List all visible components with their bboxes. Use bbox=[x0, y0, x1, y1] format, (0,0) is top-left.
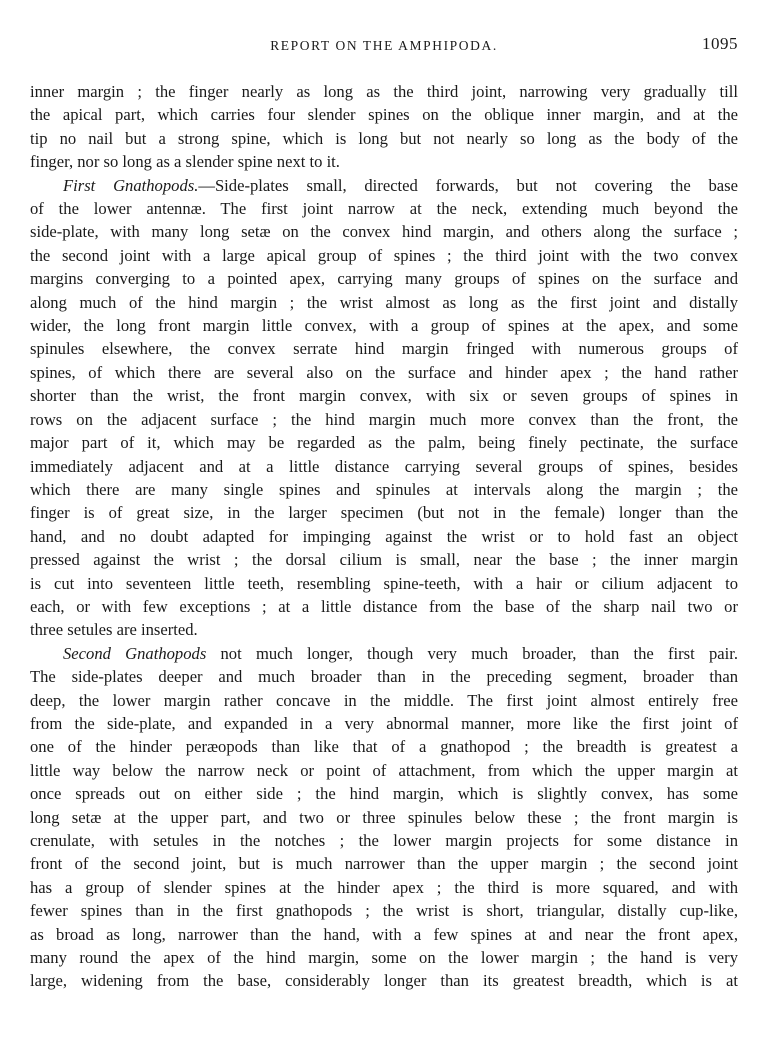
text-line: pressed against the wrist ; the dorsal cilium is small, near the base ; the inner margin bbox=[30, 550, 738, 570]
text-line: finger is of great size, in the larger specimen (but not in the female) longer than the bbox=[30, 503, 738, 523]
text-line: along much of the hind margin ; the wrist almost as long as the first joint and distally bbox=[30, 292, 738, 312]
text-line: each, or with few exceptions ; at a little distance from the base of the sharp nail two or bbox=[30, 596, 738, 616]
text-line: is cut into seventeen little teeth, resembling spine-teeth, with a hair or cilium adjacent to bbox=[30, 573, 738, 593]
text-line: the apical part, which carries four slender spines on the oblique inner margin, and at the bbox=[30, 105, 738, 125]
text-line: large, widening from the base, considerably longer than its greatest breadth, which is at bbox=[30, 971, 738, 991]
text-line: three setules are inserted. bbox=[30, 620, 198, 640]
text-line: one of the hinder peræopods than like that of a gnathopod ; the breadth is greatest a bbox=[30, 737, 738, 757]
page-number: 1095 bbox=[702, 34, 738, 53]
text-line: shorter than the wrist, the front margin convex, with six or seven groups of spines in bbox=[30, 386, 738, 406]
text-line: of the lower antennæ. The first joint narrow at the neck, extending much beyond the bbox=[30, 199, 738, 219]
text-run: not much longer, though very much broader, than the first pair. bbox=[206, 643, 738, 663]
section-heading-second-gnathopods: Second Gnathopods bbox=[63, 643, 207, 663]
text-line: crenulate, with setules in the notches ; the lower margin projects for some distance in bbox=[30, 831, 738, 850]
page-header bbox=[30, 36, 738, 60]
text-line: little way below the narrow neck or point of attachment, from which the upper margin at bbox=[30, 760, 738, 780]
text-line: which there are many single spines and spinules at intervals along the margin ; the bbox=[30, 479, 738, 499]
text-line: margins converging to a pointed apex, carrying many groups of spines on the surface and bbox=[30, 269, 738, 289]
text-line: deep, the lower margin rather concave in the middle. The first joint almost entirely free bbox=[30, 690, 738, 710]
text-line: inner margin ; the finger nearly as long as the third joint, narrowing very gradually till bbox=[30, 82, 738, 101]
text-line: side-plate, with many long setæ on the convex hind margin, and others along the surface ; bbox=[30, 222, 738, 242]
text-line: hand, and no doubt adapted for impinging against the wrist or to hold fast an object bbox=[30, 526, 738, 546]
paragraph-first-line bbox=[30, 642, 738, 665]
text-line: fewer spines than in the first gnathopods ; the wrist is short, triangular, distally cup-like, bbox=[30, 901, 738, 921]
text-line: spinules elsewhere, the convex serrate hind margin fringed with numerous groups of bbox=[30, 339, 738, 359]
text-run: —Side-plates small, directed forwards, but not covering the base bbox=[198, 175, 738, 195]
text-line: long setæ at the upper part, and two or three spinules below these ; the front margin is bbox=[30, 807, 738, 827]
section-heading-first-gnathopods: First Gnathopods. bbox=[63, 175, 199, 195]
text-line: tip no nail but a strong spine, which is long but not nearly so long as the body of the bbox=[30, 128, 738, 148]
text-line: from the side-plate, and expanded in a very abnormal manner, more like the first joint of bbox=[30, 713, 738, 733]
text-line: major part of it, which may be regarded as the palm, being finely pectinate, the surface bbox=[30, 433, 738, 453]
text-line: finger, nor so long as a slender spine next to it. bbox=[30, 152, 340, 172]
text-line: as broad as long, narrower than the hand, with a few spines at and near the front apex, bbox=[30, 924, 738, 944]
paragraph-first-line bbox=[30, 174, 738, 197]
text-line: once spreads out on either side ; the hind margin, which is slightly convex, has some bbox=[30, 784, 738, 804]
text-line: The side-plates deeper and much broader than in the preceding segment, broader than bbox=[30, 667, 738, 687]
text-line: many round the apex of the hind margin, some on the lower margin ; the hand is very bbox=[30, 948, 738, 968]
body-text bbox=[30, 80, 738, 993]
text-line: immediately adjacent and at a little distance carrying several groups of spines, besides bbox=[30, 456, 738, 476]
text-line: spines, of which there are several also on the surface and hinder apex ; the hand rather bbox=[30, 362, 738, 382]
text-line: wider, the long front margin little convex, with a group of spines at the apex, and some bbox=[30, 316, 738, 336]
text-line: front of the second joint, but is much narrower than the upper margin ; the second joint bbox=[30, 854, 738, 874]
running-title: REPORT ON THE AMPHIPODA. bbox=[270, 38, 498, 53]
text-line: the second joint with a large apical group of spines ; the third joint with the two convex bbox=[30, 245, 738, 265]
document-page bbox=[30, 36, 738, 993]
text-line: has a group of slender spines at the hinder apex ; the third is more squared, and with bbox=[30, 877, 738, 897]
text-line: rows on the adjacent surface ; the hind margin much more convex than the front, the bbox=[30, 409, 738, 429]
